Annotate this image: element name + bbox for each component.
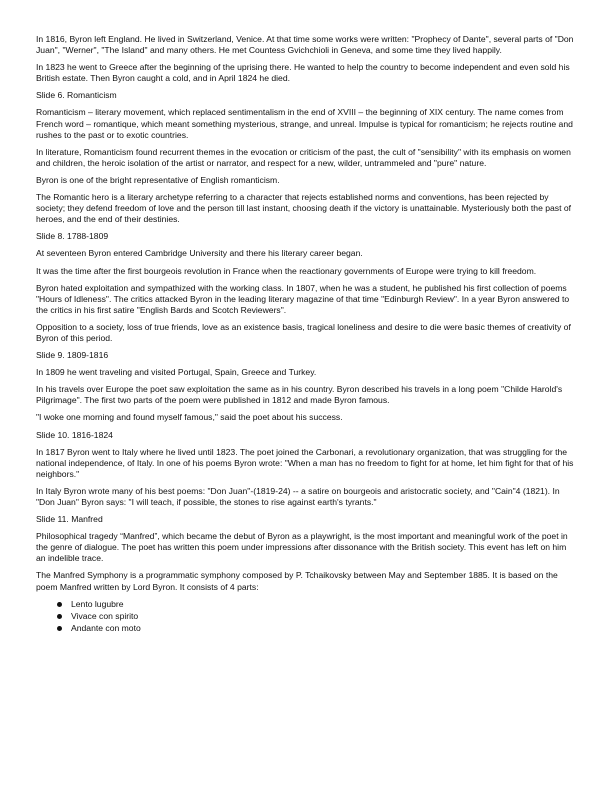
list-item-label: Andante con moto [71, 622, 141, 633]
paragraph-manfred-symphony: The Manfred Symphony is a programmatic symphony composed by P. Tchaikovsky between May and September 1885. It is based on the poem Manfred written by Lord Byron. It consists of 4 parts: [36, 570, 558, 592]
symphony-parts-list [36, 599, 576, 634]
list-item-label: Vivace con spirito [71, 610, 139, 621]
paragraph-bourgeois-revolution: It was the time after the first bourgeois revolution in France when the reactionary governments of Europe were trying to kill freedom. [36, 265, 537, 276]
paragraph-romantic-hero: The Romantic hero is a literary archetype referring to a character that rejects established norms and conventions, has been rejected by society; they defend freedom of love and the person till last instant, choosing death if the victory is unattainable. Mysteriously both the past of heroes, and the end of their destinies. [36, 192, 572, 225]
paragraph-romanticism-definition: Romanticism – literary movement, which replaced sentimentalism in the end of XVIII – the beginning of XIX century. The name comes from French word – romantique, which meant something mysterious, strange, and unreal. Impulse is typical for romanticism; he rejects routine and rushes to the past or to exotic countries. [36, 107, 573, 140]
heading-slide-8: Slide 8. 1788-1809 [36, 231, 109, 242]
document-page [36, 34, 576, 635]
heading-slide-11: Slide 11. Manfred [36, 514, 103, 525]
paragraph-italy-carbonari: In 1817 Byron went to Italy where he lived until 1823. The poet joined the Carbonari, a revolutionary organization, that was struggling for the national independence, of Italy. In one of his poems Byron wrote: "When a man has no freedom to fight for at home, let him fight for that of his neighbors." [36, 446, 574, 479]
paragraph-traveling: In 1809 he went traveling and visited Portugal, Spain, Greece and Turkey. [36, 367, 317, 378]
heading-slide-9: Slide 9. 1809-1816 [36, 350, 109, 361]
list-item [57, 599, 576, 610]
paragraph-byron-representative: Byron is one of the bright representative of English romanticism. [36, 174, 280, 185]
list-item [57, 623, 576, 634]
heading-slide-10: Slide 10. 1816-1824 [36, 429, 113, 440]
list-item [57, 611, 576, 622]
paragraph-manfred-tragedy: Philosophical tragedy “Manfred”, which became the debut of Byron as a playwright, is the most important and meaningful work of the poet in the genre of dialogue. The poet has written this poem under impressions after dissonance with the British society. This event has left on him an indelible trace. [36, 531, 568, 564]
paragraph-don-juan: In Italy Byron wrote many of his best poems: "Don Juan"-(1819-24) -- a satire on bourgeois and aristocratic society, and "Cain"4 (1821). In "Don Juan" Byron says: "I will teach, if possible, the stones to rise against earth's tyrants." [36, 485, 560, 507]
paragraph-cambridge: At seventeen Byron entered Cambridge University and there his literary career began. [36, 248, 363, 259]
bullet-icon [57, 614, 62, 619]
heading-slide-6: Slide 6. Romanticism [36, 90, 117, 101]
list-item-label: Lento lugubre [71, 598, 124, 609]
paragraph-hours-of-idleness: Byron hated exploitation and sympathized with the working class. In 1807, when he was a student, he published his first collection of poems "Hours of Idleness". The critics attacked Byron in the leading literary magazine of that time "Edinburgh Review". In a year Byron answered to the critics in his first satire "English Bards and Scotch Reviewers". [36, 282, 570, 315]
paragraph-romanticism-literature: In literature, Romanticism found recurrent themes in the evocation or criticism of the past, the cult of "sensibility" with its emphasis on women and children, the heroic isolation of the artist or narrator, and respect for a new, wilder, untrammeled and "pure" nature. [36, 146, 571, 168]
paragraph-byron-left-england: In 1816, Byron left England. He lived in Switzerland, Venice. At that time some works were written: "Prophecy of Dante", several parts of "Don Juan", "Werner", "The Island" and many others. He met Countess Gvichchioli in Geneva, and some time they lived happily. [36, 34, 574, 56]
paragraph-childe-harold: In his travels over Europe the poet saw exploitation the same as in his country. Byron described his travels in a long poem "Childe Harold's Pilgrimage". The first two parts of the poem were published in 1812 and made Byron famous. [36, 384, 563, 406]
bullet-icon [57, 602, 62, 607]
bullet-icon [57, 626, 62, 631]
paragraph-basic-themes: Opposition to a society, loss of true friends, love as an existence basis, tragical loneliness and desire to die were basic themes of creativity of Byron of this period. [36, 321, 571, 343]
paragraph-woke-famous: "I woke one morning and found myself famous," said the poet about his success. [36, 412, 343, 423]
paragraph-greece-uprising: In 1823 he went to Greece after the beginning of the uprising there. He wanted to help the country to become independent and even sold his British estate. Then Byron caught a cold, and in April 1824 he died. [36, 62, 570, 84]
